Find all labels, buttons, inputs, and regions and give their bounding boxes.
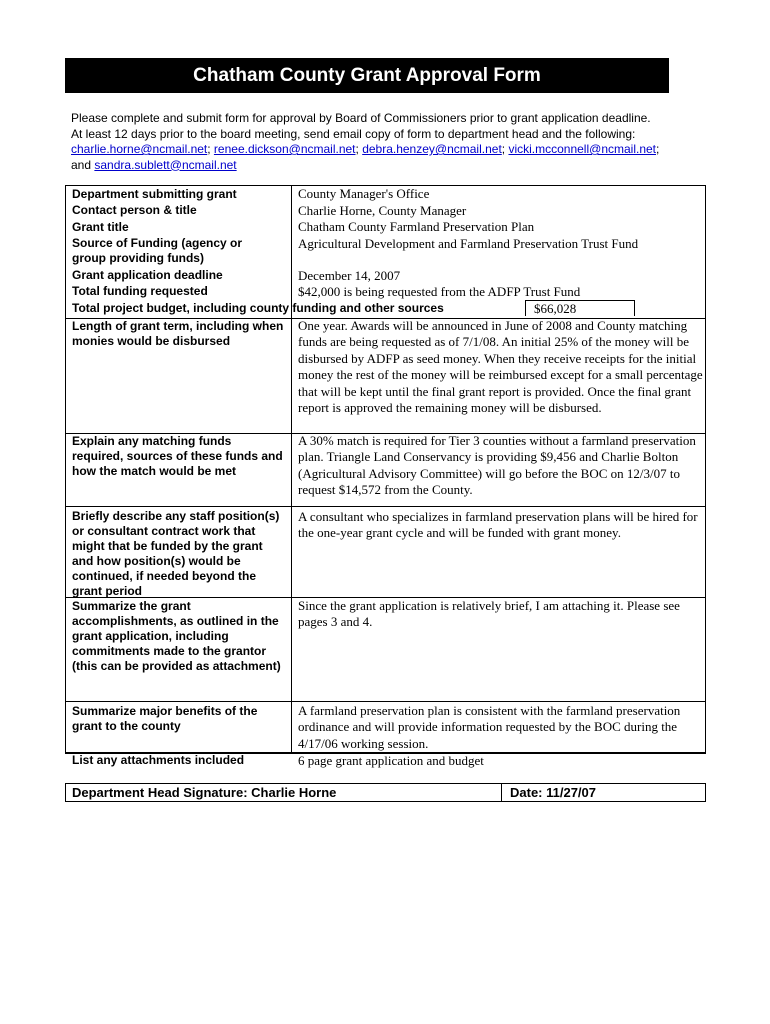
- department-label: Department submitting grant: [72, 187, 237, 201]
- length-label: Length of grant term, including when monies would be disbursed: [72, 319, 284, 348]
- benefits-label: Summarize major benefits of the grant to the county: [72, 704, 258, 733]
- benefits-value: A farmland preservation plan is consistent with the farmland preservation ordinance and will provide information requested by the BOC during the 4/17/06 working session.: [298, 703, 681, 751]
- email-list-last: [71, 158, 711, 174]
- total-funding-value: $42,000 is being requested from the ADFP Trust Fund: [298, 284, 581, 299]
- column-divider: [291, 185, 292, 754]
- accomplishments-value: Since the grant application is relatively brief, I am attaching it. Please see pages 3 and 4.: [298, 598, 680, 630]
- email-link-renee[interactable]: renee.dickson@ncmail.net: [213, 142, 356, 156]
- signature-date: Date: 11/27/07: [510, 785, 597, 800]
- email-list: charlie.horne@ncmail.net; renee.dickson@ncmail.net; debra.henzey@ncmail.net; vicki.mcconnell@ncmail.net;: [71, 142, 660, 156]
- grant-title-value: Chatham County Farmland Preservation Plan: [298, 219, 535, 234]
- accomplishments-label: Summarize the grant accomplishments, as outlined in the grant application, including commitments made to the grantor (this can be provided as attachment): [72, 599, 281, 673]
- and-word: and: [71, 157, 92, 172]
- attachments-value: 6 page grant application and budget: [298, 753, 484, 768]
- total-budget-label: Total project budget, including county funding and other sources: [72, 301, 444, 315]
- source-label: Source of Funding (agency or group providing funds): [72, 236, 243, 265]
- deadline-label: Grant application deadline: [72, 268, 223, 282]
- signature-label: Department Head Signature: Charlie Horne: [72, 785, 337, 800]
- row-divider: [65, 506, 706, 507]
- form-title: Chatham County Grant Approval Form: [65, 58, 669, 93]
- email-link-sandra[interactable]: sandra.sublett@ncmail.net: [94, 157, 237, 172]
- matching-value: A 30% match is required for Tier 3 counties without a farmland preservation plan. Triangle Land Conservancy is providing $9,456 and Charlie Bolton (Agricultural Advisory Committee) will go before the BOC on 12/3/07 to request $14,572 from the County.: [298, 433, 696, 498]
- total-funding-label: Total funding requested: [72, 284, 208, 298]
- matching-label: Explain any matching funds required, sources of these funds and how the match would be met: [72, 434, 283, 478]
- department-value: County Manager's Office: [298, 186, 430, 201]
- length-value: One year. Awards will be announced in June of 2008 and County matching funds are being requested as of 7/1/08. An initial 25% of the money will be disbursed by ADFP as seed money. When they receive receipts for the initial money the rest of the money will be reimbursed except for a small percentage that will be kept until the final grant report is provided. Once the final grant report is approved the remaining money will be disbursed.: [298, 318, 703, 416]
- source-value: Agricultural Development and Farmland Preservation Trust Fund: [298, 236, 639, 251]
- deadline-value: December 14, 2007: [298, 268, 401, 283]
- total-budget-value: $66,028: [525, 300, 635, 316]
- email-link-vicki[interactable]: vicki.mcconnell@ncmail.net: [508, 142, 657, 156]
- email-link-charlie[interactable]: charlie.horne@ncmail.net: [71, 142, 208, 156]
- email-link-debra[interactable]: debra.henzey@ncmail.net: [362, 142, 502, 156]
- contact-label: Contact person & title: [72, 203, 197, 217]
- instructions-line-2: At least 12 days prior to the board meeting, send email copy of form to department head and the following:: [71, 126, 636, 141]
- attachments-label: List any attachments included: [72, 753, 245, 767]
- grant-title-label: Grant title: [72, 220, 129, 234]
- contact-value: Charlie Horne, County Manager: [298, 203, 467, 218]
- row-divider: [65, 701, 706, 702]
- instructions-line-1: Please complete and submit form for approval by Board of Commissioners prior to grant application deadline.: [71, 111, 651, 125]
- staff-label: Briefly describe any staff position(s) or consultant contract work that might that be funded by the grant and how position(s) would be continued, if needed beyond the grant period: [72, 509, 280, 598]
- staff-value: A consultant who specializes in farmland preservation plans will be hired for the one-year grant cycle and will be funded with grant money.: [298, 509, 698, 541]
- instructions: [71, 111, 711, 173]
- signature-divider: [501, 783, 502, 802]
